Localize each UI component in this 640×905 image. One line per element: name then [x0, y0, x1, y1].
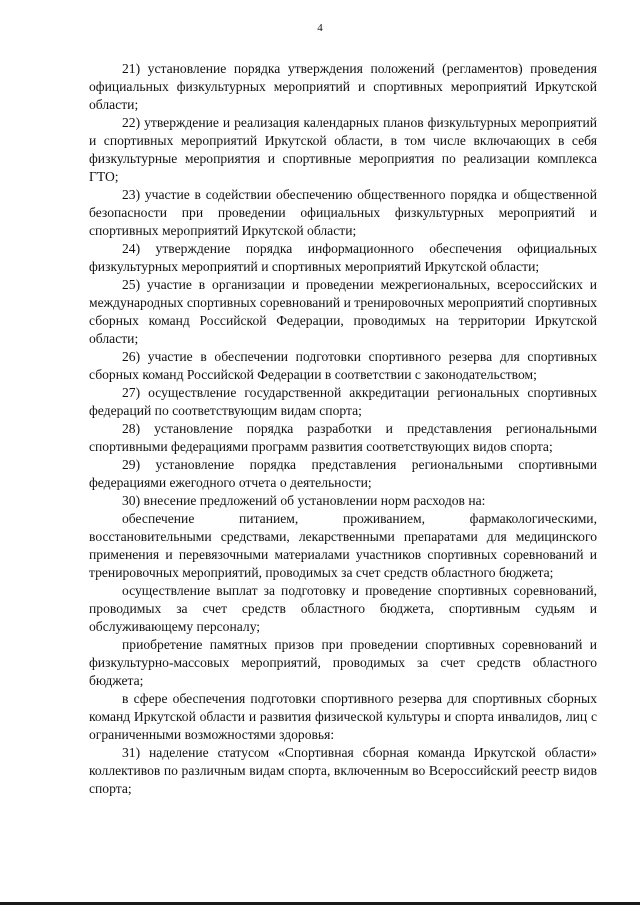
paragraph-item-27: 27) осуществление государственной аккредитации региональных спортивных федераций по соответствующим видам спорта;: [89, 385, 597, 418]
paragraph-subitem-payments: осуществление выплат за подготовку и проведение спортивных соревнований, проводимых за счет средств областного бюджета, спортивным судьям и обслуживающему персоналу;: [89, 583, 597, 634]
paragraph-item-23: 23) участие в содействии обеспечению общественного порядка и общественной безопасности при проведении официальных физкультурных мероприятий и спортивных мероприятий Иркутской области;: [89, 187, 597, 238]
paragraph-section-reserve: в сфере обеспечения подготовки спортивного резерва для спортивных сборных команд Иркутской области и развития физической культуры и спорта инвалидов, лиц с ограниченными возможностями здоровья:: [89, 691, 597, 742]
paragraph-item-30: 30) внесение предложений об установлении норм расходов на:: [122, 493, 486, 508]
paragraph-item-24: 24) утверждение порядка информационного обеспечения официальных физкультурных мероприятий и спортивных мероприятий Иркутской области;: [89, 241, 597, 274]
paragraph-subitem-nutrition: обеспечение питанием, проживанием, фармакологическими, восстановительными средствами, лекарственными препаратами для медицинского применения и перевязочными материалами участников спортивных соревнований и тренировочных мероприятий, проводимых за счет средств областного бюджета;: [89, 511, 597, 580]
paragraph-item-26: 26) участие в обеспечении подготовки спортивного резерва для спортивных сборных команд Российской Федерации в соответствии с законодательством;: [89, 349, 597, 382]
page-number: 4: [317, 22, 323, 34]
paragraph-item-29: 29) установление порядка представления региональными спортивными федерациями ежегодного отчета о деятельности;: [89, 457, 597, 490]
paragraph-item-21: 21) установление порядка утверждения положений (регламентов) проведения официальных физкультурных мероприятий и спортивных мероприятий Иркутской области;: [89, 61, 597, 112]
paragraph-item-28: 28) установление порядка разработки и представления региональными спортивными федерациями программ развития соответствующих видов спорта;: [89, 421, 597, 454]
paragraph-item-25: 25) участие в организации и проведении межрегиональных, всероссийских и международных спортивных соревнований и тренировочных мероприятий спортивных сборных команд Российской Федерации, проводимых на территории Иркутской области;: [89, 277, 597, 346]
paragraph-subitem-prizes: приобретение памятных призов при проведении спортивных соревнований и физкультурно-массовых мероприятий, проводимых за счет средств областного бюджета;: [89, 637, 597, 688]
paragraph-item-22: 22) утверждение и реализация календарных планов физкультурных мероприятий и спортивных мероприятий Иркутской области, в том числе включающих в себя физкультурные мероприятия и спортивные мероприятия по реализации комплекса ГТО;: [89, 115, 597, 184]
document-body: [89, 60, 597, 798]
paragraph-item-31: 31) наделение статусом «Спортивная сборная команда Иркутской области» коллективов по различным видам спорта, включенным во Всероссийский реестр видов спорта;: [89, 745, 597, 796]
